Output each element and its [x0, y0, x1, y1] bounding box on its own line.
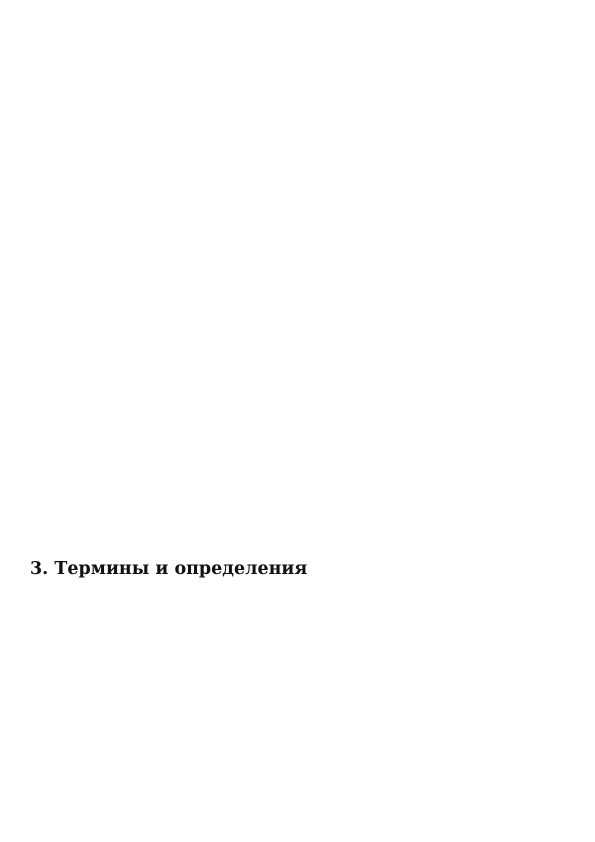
reference-stp-9: [30, 228, 562, 238]
reference-position-2: [30, 491, 562, 501]
term-auditor: [30, 679, 562, 689]
reference-federal-law-125: [30, 41, 562, 61]
term-analysis: [30, 606, 562, 626]
terms-intro: [30, 587, 562, 597]
term-interested-parties: [30, 798, 562, 818]
term-senior-management: [30, 717, 562, 737]
reference-stp-5: [30, 151, 562, 161]
reference-stp-13: [30, 306, 562, 316]
reference-stp-6: [30, 170, 562, 180]
reference-stp-2: [30, 93, 562, 103]
reference-order-2: [30, 393, 562, 413]
reference-stp-10: [30, 248, 562, 258]
reference-stp-7: [30, 189, 562, 199]
reference-order-1: [30, 353, 562, 383]
term-partial-footer: [30, 829, 562, 839]
section-heading-terms: 3. Термины и определения: [30, 559, 308, 579]
reference-link-pot[interactable]: [30, 448, 562, 458]
reference-stp-4: [30, 131, 562, 141]
reference-stp-1: [30, 72, 562, 82]
reference-journal: [30, 514, 562, 524]
term-safety: [30, 699, 562, 709]
term-audit: [30, 634, 562, 664]
reference-link-regulation[interactable]: [30, 326, 562, 346]
term-document: [30, 748, 562, 758]
reference-stp-8: [30, 209, 562, 219]
reference-stp-11: [30, 267, 562, 277]
reference-federal-law-116: [30, 18, 562, 28]
reference-regulation-occupational: [30, 427, 562, 437]
term-acceptable-risk: [30, 768, 562, 788]
reference-stp-3: [30, 112, 562, 122]
reference-stp-12: [30, 286, 562, 296]
